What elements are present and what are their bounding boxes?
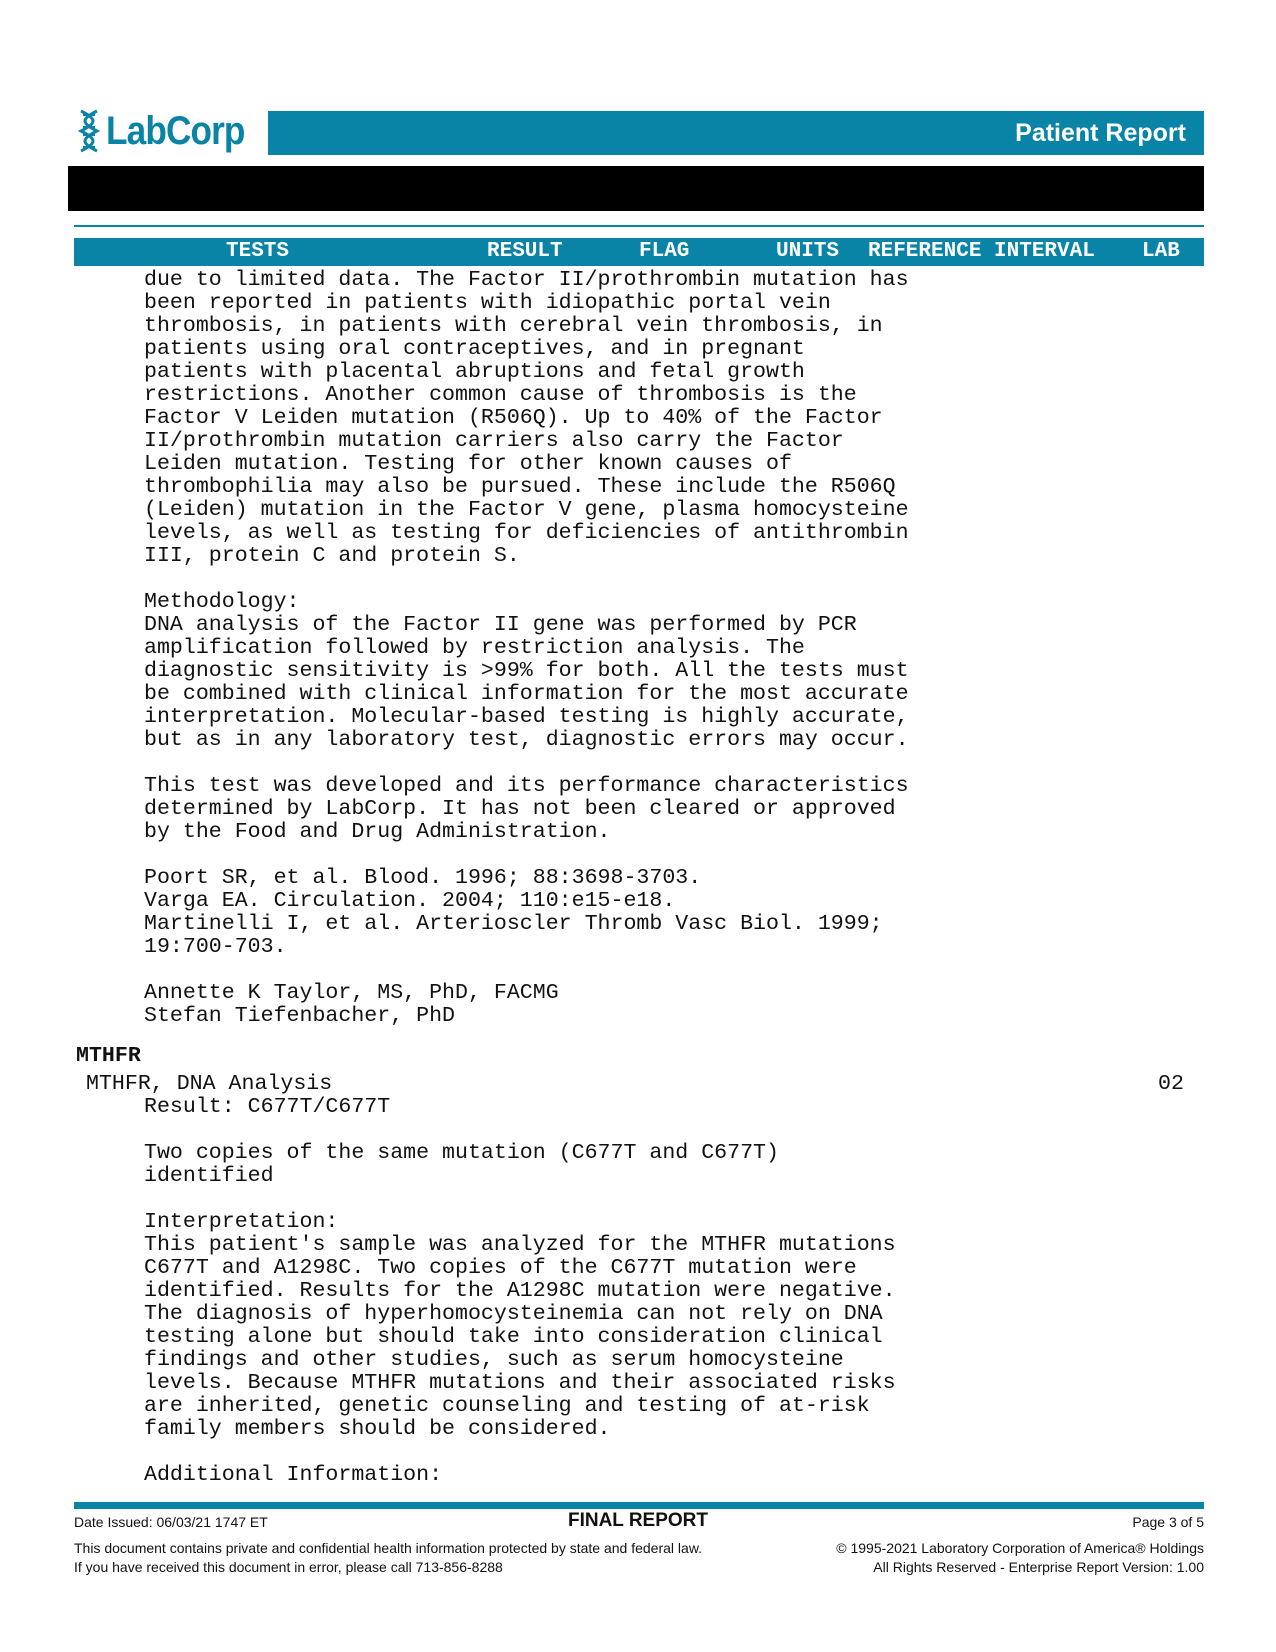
text-line: Stefan Tiefenbacher, PhD xyxy=(144,1004,456,1028)
report-version: 1.00 xyxy=(1176,1559,1204,1575)
text-line: Result: C677T/C677T xyxy=(144,1095,391,1119)
text-line: thrombosis, in patients with cerebral vein thrombosis, in xyxy=(144,314,883,338)
section-title-mthfr: MTHFR xyxy=(76,1044,141,1068)
text-line: This test was developed and its performance characteristics xyxy=(144,774,909,798)
text-line: Methodology: xyxy=(144,590,300,614)
text-line: Interpretation: xyxy=(144,1210,339,1234)
text-line: been reported in patients with idiopathic portal vein xyxy=(144,291,831,315)
text-line: C677T and A1298C. Two copies of the C677T mutation were xyxy=(144,1256,857,1280)
text-line: family members should be considered. xyxy=(144,1417,611,1441)
text-line: by the Food and Drug Administration. xyxy=(144,820,611,844)
text-line: thrombophilia may also be pursued. These include the R506Q xyxy=(144,475,896,499)
page-number: Page 3 of 5 xyxy=(1132,1514,1204,1530)
footer-divider xyxy=(74,1502,1204,1509)
text-line: (Leiden) mutation in the Factor V gene, plasma homocysteine xyxy=(144,498,909,522)
date-issued: Date Issued: 06/03/21 1747 ET xyxy=(74,1514,268,1530)
text-line: 19:700-703. xyxy=(144,935,287,959)
text-line: This patient's sample was analyzed for the MTHFR mutations xyxy=(144,1233,896,1257)
text-line: interpretation. Molecular-based testing is highly accurate, xyxy=(144,705,909,729)
column-reference-interval: REFERENCE INTERVAL xyxy=(868,240,1095,263)
privacy-notice-line2: If you have received this document in error, please call 713-856-8288 xyxy=(74,1559,503,1575)
column-units: UNITS xyxy=(776,240,840,263)
text-line: be combined with clinical information for the most accurate xyxy=(144,682,909,706)
text-line: diagnostic sensitivity is >99% for both. All the tests must xyxy=(144,659,909,683)
copyright-rights: All Rights Reserved - Enterprise Report Version: xyxy=(873,1559,1173,1575)
text-line: Leiden mutation. Testing for other known causes of xyxy=(144,452,792,476)
text-line: Additional Information: xyxy=(144,1463,443,1487)
text-line: DNA analysis of the Factor II gene was performed by PCR xyxy=(144,613,857,637)
text-line: are inherited, genetic counseling and testing of at-risk xyxy=(144,1394,870,1418)
column-result: RESULT xyxy=(487,240,563,263)
text-line: levels, as well as testing for deficiencies of antithrombin xyxy=(144,521,909,545)
text-line: findings and other studies, such as serum homocysteine xyxy=(144,1348,844,1372)
column-lab: LAB xyxy=(1142,240,1180,263)
text-line: determined by LabCorp. It has not been cleared or approved xyxy=(144,797,896,821)
text-line: II/prothrombin mutation carriers also carry the Factor xyxy=(144,429,844,453)
final-report-label: FINAL REPORT xyxy=(567,1510,709,1531)
privacy-notice-line1: This document contains private and confidential health information protected by state and federal law. xyxy=(74,1540,703,1556)
text-line: III, protein C and protein S. xyxy=(144,544,520,568)
text-line: patients using oral contraceptives, and in pregnant xyxy=(144,337,805,361)
text-line: identified xyxy=(144,1164,274,1188)
copyright-line2 xyxy=(873,1559,1204,1575)
column-flag: FLAG xyxy=(639,240,690,263)
text-line: Varga EA. Circulation. 2004; 110:e15-e18. xyxy=(144,889,676,913)
text-line: amplification followed by restriction analysis. The xyxy=(144,636,805,660)
text-line: Martinelli I, et al. Arterioscler Thromb Vasc Biol. 1999; xyxy=(144,912,883,936)
logo-text: LabCorp xyxy=(106,109,245,153)
text-line: patients with placental abruptions and fetal growth xyxy=(144,360,805,384)
text-line: due to limited data. The Factor II/prothrombin mutation has xyxy=(144,268,909,292)
lab-code: 02 xyxy=(1158,1072,1184,1096)
text-line: Factor V Leiden mutation (R506Q). Up to 40% of the Factor xyxy=(144,406,883,430)
text-line: The diagnosis of hyperhomocysteinemia can not rely on DNA xyxy=(144,1302,883,1326)
text-line: Two copies of the same mutation (C677T and C677T) xyxy=(144,1141,779,1165)
text-line: levels. Because MTHFR mutations and their associated risks xyxy=(144,1371,896,1395)
text-line: testing alone but should take into consideration clinical xyxy=(144,1325,883,1349)
column-tests: TESTS xyxy=(226,240,290,263)
report-title: Patient Report xyxy=(1015,118,1186,147)
test-name-mthfr: MTHFR, DNA Analysis xyxy=(86,1072,333,1096)
copyright-line1: © 1995-2021 Laboratory Corporation of America® Holdings xyxy=(836,1540,1204,1556)
text-line: restrictions. Another common cause of thrombosis is the xyxy=(144,383,857,407)
text-line: but as in any laboratory test, diagnostic errors may occur. xyxy=(144,728,909,752)
text-line: Poort SR, et al. Blood. 1996; 88:3698-3703. xyxy=(144,866,702,890)
text-line: Annette K Taylor, MS, PhD, FACMG xyxy=(144,981,559,1005)
text-line: identified. Results for the A1298C mutation were negative. xyxy=(144,1279,896,1303)
